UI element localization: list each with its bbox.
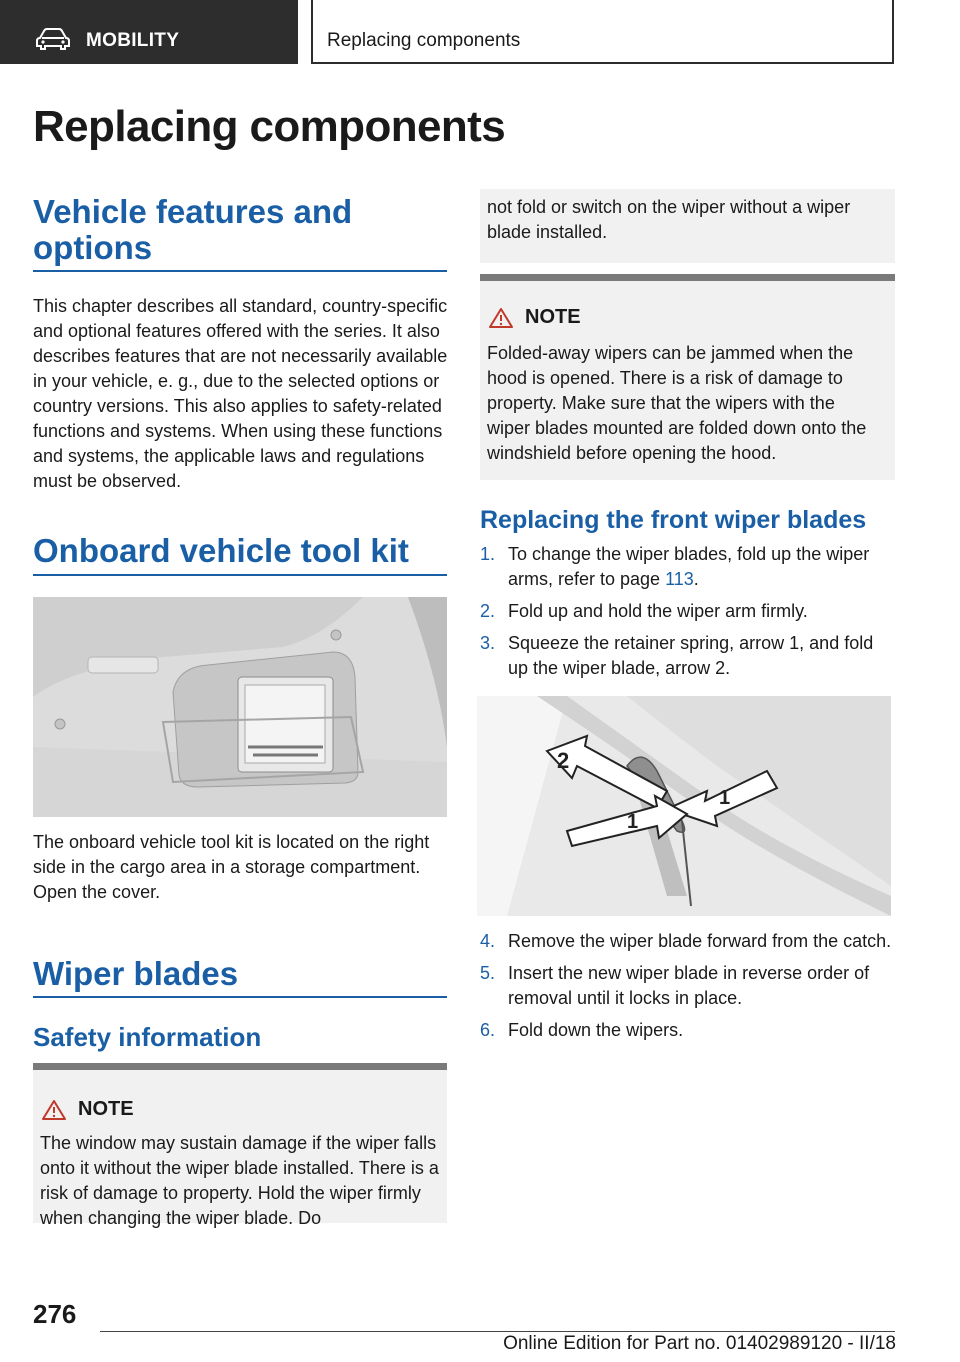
heading-rule xyxy=(33,574,447,576)
step-item xyxy=(480,929,896,954)
heading-wiper-blades: Wiper blades xyxy=(33,955,239,992)
steps-list xyxy=(480,542,896,688)
warning-triangle-icon xyxy=(41,1099,67,1121)
arrow-label-1: 1 xyxy=(627,811,639,833)
note-box-continued xyxy=(480,189,895,263)
note-box xyxy=(33,1063,447,1228)
tool-kit-compartment-image xyxy=(33,597,447,817)
note-header xyxy=(488,306,581,329)
wiper-blade-figure xyxy=(477,696,891,916)
vehicle-features-text: This chapter describes all standard, country-specific and optional features offered with the series. It also describes features that are not necessarily available in your vehicle, e. g., due to the selected options or country versions. This also applies to safety-related functions and systems. When using these functions and systems, the applicable laws and regulations must be observed. xyxy=(33,296,448,491)
page-number: 276 xyxy=(33,1299,77,1329)
footer-edition-text: Online Edition for Part no. 01402989120 - II/18 xyxy=(503,1333,896,1354)
tool-kit-text: The onboard vehicle tool kit is located on the right side in the cargo area in a storage compartment. Open the cover. xyxy=(33,832,430,902)
step-number: 1. xyxy=(480,544,496,564)
heading-replacing-wiper-blades: Replacing the front wiper blades xyxy=(480,506,867,534)
heading-tool-kit: Onboard vehicle tool kit xyxy=(33,532,409,569)
step-number: 3. xyxy=(480,633,496,653)
step-item xyxy=(480,599,896,624)
step-text: Fold up and hold the wiper arm firmly. xyxy=(508,601,808,621)
page-title: Replacing components xyxy=(33,102,506,151)
step-text: Remove the wiper blade forward from the catch. xyxy=(508,931,892,951)
step-text: Squeeze the retainer spring, arrow 1, and fold up the wiper blade, arrow 2. xyxy=(508,633,874,678)
step-number: 6. xyxy=(480,1020,496,1040)
step-text-suffix: . xyxy=(693,569,699,589)
step-number: 2. xyxy=(480,601,496,621)
step-item xyxy=(480,542,896,592)
note-text: The window may sustain damage if the wiper falls onto it without the wiper blade installed. There is a risk of damage to property. Hold the wiper firmly when changing the wiper blade. Do xyxy=(40,1133,439,1228)
step-item xyxy=(480,631,896,681)
heading-rule xyxy=(33,996,447,998)
arrow-label-2: 2 xyxy=(557,748,570,773)
note-text: Folded-away wipers can be jammed when the hood is opened. There is a risk of damage to property. Make sure that the wipers with the wiper blades mounted are folded down onto the windshield before opening the hood. xyxy=(487,343,867,463)
note-label: NOTE xyxy=(78,1098,134,1120)
warning-triangle-icon xyxy=(488,307,514,329)
arrow-label-1: 1 xyxy=(719,787,731,809)
step-text: Fold down the wipers. xyxy=(508,1020,684,1040)
note-label: NOTE xyxy=(525,306,581,328)
steps-list xyxy=(480,929,896,1050)
note-header xyxy=(41,1098,134,1121)
header-section-tab xyxy=(0,0,298,64)
footer-rule xyxy=(100,1331,895,1332)
step-item xyxy=(480,961,896,1011)
note-text: not fold or switch on the wiper without a wiper blade installed. xyxy=(487,197,851,242)
heading-vehicle-features: Vehicle features and options xyxy=(33,193,353,266)
step-item xyxy=(480,1018,896,1043)
header-section-label: MOBILITY xyxy=(86,30,180,51)
page-reference-link[interactable]: 113 xyxy=(665,569,694,589)
header-chapter-tab xyxy=(311,0,894,64)
note-box xyxy=(480,274,895,480)
heading-rule xyxy=(33,270,447,272)
step-number: 5. xyxy=(480,963,496,983)
heading-safety-information: Safety information xyxy=(33,1022,262,1052)
step-text: Insert the new wiper blade in reverse order of removal until it locks in place. xyxy=(508,963,870,1008)
step-text: To change the wiper blades, fold up the wiper arms, refer to page xyxy=(508,544,870,589)
car-icon xyxy=(36,28,70,50)
step-number: 4. xyxy=(480,931,496,951)
header-chapter-label: Replacing components xyxy=(327,30,521,51)
